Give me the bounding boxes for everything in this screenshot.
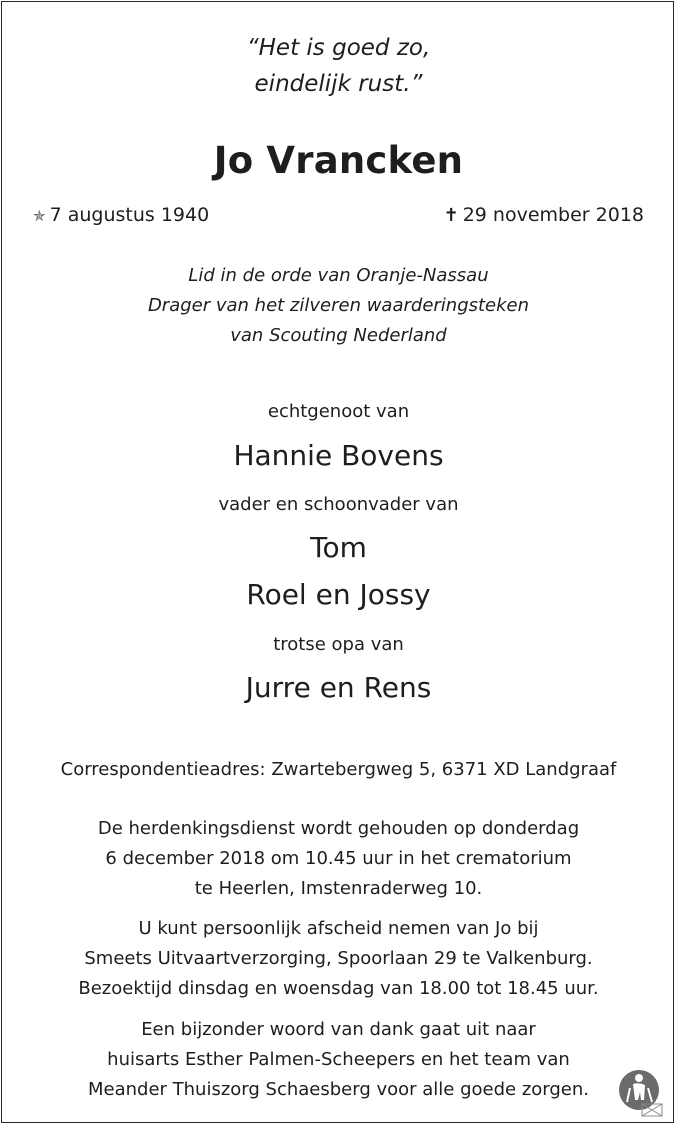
farewell-line: Smeets Uitvaartverzorging, Spoorlaan 29 te Valkenburg. xyxy=(84,948,593,969)
thanks-block xyxy=(0,1015,677,1105)
birth-date xyxy=(33,202,209,229)
cross-icon: ✝ xyxy=(443,205,459,226)
honor-line: Lid in de orde van Oranje-Nassau xyxy=(188,265,489,286)
honor-line: van Scouting Nederland xyxy=(230,325,447,346)
spouse-label: echtgenoot van xyxy=(267,401,410,422)
honor-line: Drager van het zilveren waarderingsteken xyxy=(147,295,530,316)
deceased-name: Jo Vrancken xyxy=(213,139,464,182)
child-name: Roel en Jossy xyxy=(246,578,431,611)
correspondence-address: Correspondentieadres: Zwartebergweg 5, 6371 XD Landgraaf xyxy=(60,759,617,780)
quote-line: eindelijk rust.” xyxy=(254,71,423,97)
funeral-home-logo-icon xyxy=(618,1066,664,1118)
quote-block xyxy=(0,30,677,102)
birth-date-text: 7 augustus 1940 xyxy=(49,204,210,226)
service-line: te Heerlen, Imstenraderweg 10. xyxy=(194,878,483,899)
quote-line: “Het is goed zo, xyxy=(246,35,431,61)
child-name: Tom xyxy=(310,531,367,564)
star-icon: ✯ xyxy=(33,207,46,225)
spouse-name: Hannie Bovens xyxy=(233,439,444,472)
children-label: vader en schoonvader van xyxy=(218,494,459,515)
grandchildren-label: trotse opa van xyxy=(273,634,404,655)
death-date xyxy=(444,202,644,229)
grandchildren-names: Jurre en Rens xyxy=(245,671,432,704)
farewell-block xyxy=(0,914,677,1004)
thanks-line: Een bijzonder woord van dank gaat uit naar xyxy=(141,1019,536,1040)
service-block xyxy=(0,814,677,904)
farewell-line: Bezoektijd dinsdag en woensdag van 18.00 tot 18.45 uur. xyxy=(78,978,599,999)
death-date-text: 29 november 2018 xyxy=(462,204,644,226)
honors-block xyxy=(0,261,677,351)
service-line: De herdenkingsdienst wordt gehouden op donderdag xyxy=(97,818,580,839)
farewell-line: U kunt persoonlijk afscheid nemen van Jo bij xyxy=(138,918,539,939)
service-line: 6 december 2018 om 10.45 uur in het crematorium xyxy=(105,848,572,869)
thanks-line: Meander Thuiszorg Schaesberg voor alle goede zorgen. xyxy=(87,1079,590,1100)
thanks-line: huisarts Esther Palmen-Scheepers en het team van xyxy=(107,1049,570,1070)
